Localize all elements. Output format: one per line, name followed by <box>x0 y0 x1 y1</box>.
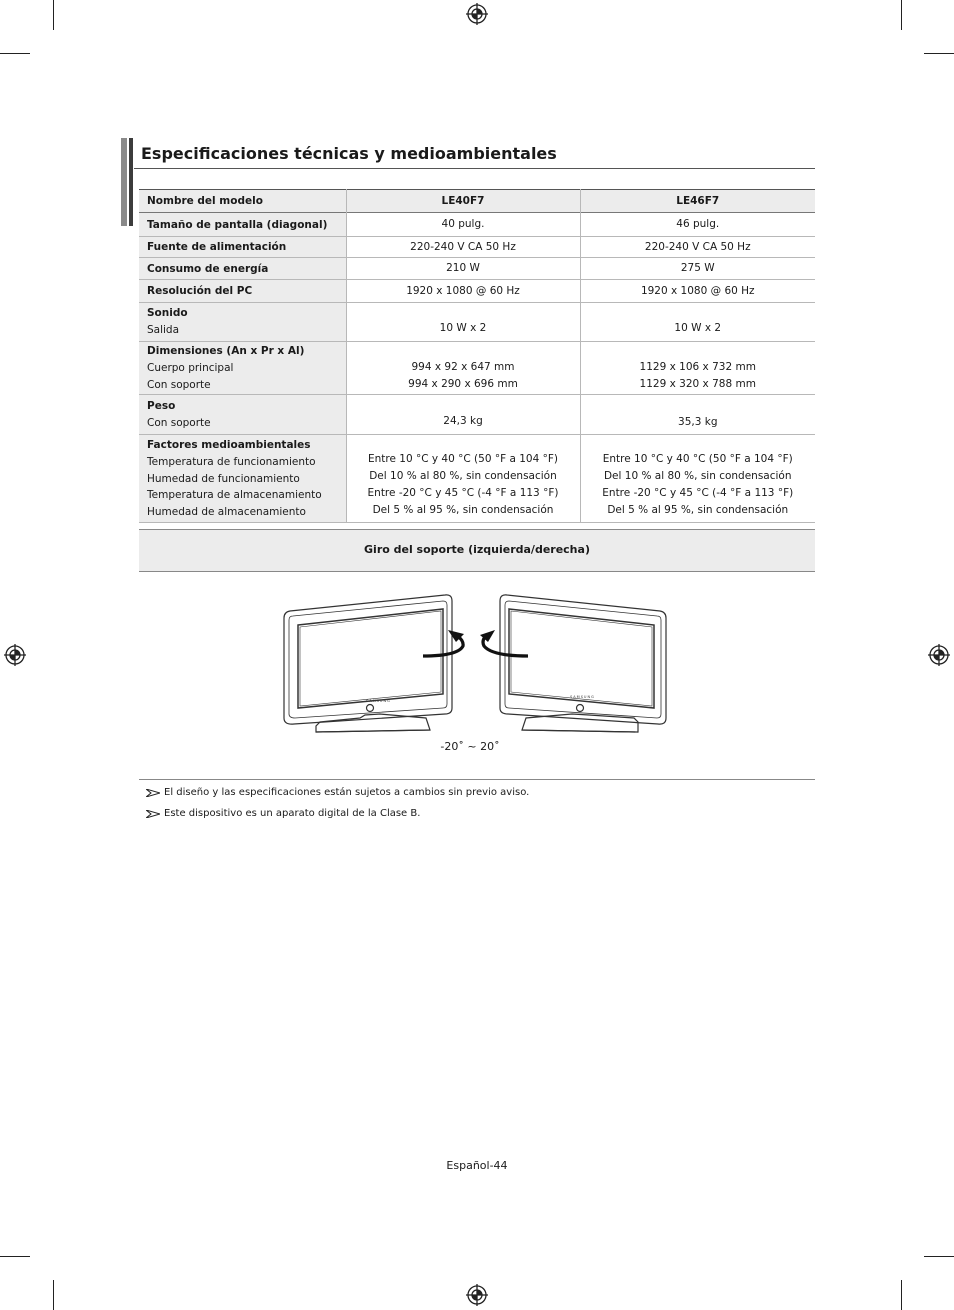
rotate-arrows-icon <box>423 630 528 656</box>
table-row <box>139 258 815 280</box>
notes-rule <box>139 779 815 780</box>
brand-mark-right: SAMSUNG <box>570 695 595 699</box>
environment-value-b-2: Del 10 % al 80 %, sin condensación <box>603 470 792 482</box>
row-value-a: 220-240 V CA 50 Hz <box>346 237 580 258</box>
sound-value-a: 10 W x 2 <box>346 303 580 342</box>
swivel-illustration <box>280 590 672 738</box>
swivel-section-title: Giro del soporte (izquierda/derecha) <box>139 529 815 572</box>
environment-value-a-2: Del 10 % al 80 %, sin condensación <box>369 470 557 482</box>
title-rule <box>134 168 815 169</box>
tv-left-illustration <box>284 595 452 732</box>
header-model-a: LE40F7 <box>346 190 580 213</box>
table-row <box>139 237 815 258</box>
registration-mark-bottom-icon <box>466 1284 488 1306</box>
dimensions-sub-2: Con soporte <box>147 378 211 391</box>
page-number: Español-44 <box>446 1159 508 1172</box>
crop-mark-bottom-right-h <box>924 1256 954 1257</box>
row-value-b: 275 W <box>580 258 815 280</box>
tv-right-illustration <box>500 595 666 732</box>
sound-sub: Salida <box>147 324 180 337</box>
note-item <box>146 787 529 798</box>
row-value-a: 40 pulg. <box>346 213 580 237</box>
registration-mark-top-icon <box>466 3 488 25</box>
sound-value-b: 10 W x 2 <box>580 303 815 342</box>
crop-mark-bottom-left-v <box>53 1280 54 1310</box>
table-row <box>139 213 815 237</box>
environment-value-b-4: Del 5 % al 95 %, sin condensación <box>607 504 789 516</box>
row-value-a: 1920 x 1080 @ 60 Hz <box>346 280 580 303</box>
row-label: Tamaño de pantalla (diagonal) <box>139 213 346 237</box>
registration-mark-left-icon <box>4 644 26 666</box>
header-model-b: LE46F7 <box>580 190 815 213</box>
table-row-dimensions <box>139 342 815 395</box>
environment-sub-2: Humedad de funcionamiento <box>147 472 300 485</box>
table-row-sound <box>139 303 815 342</box>
row-label: Fuente de alimentación <box>139 237 346 258</box>
swivel-angle-label: -20˚ ~ 20˚ <box>440 740 500 753</box>
environment-value-a-1: Entre 10 °C y 40 °C (50 °F a 104 °F) <box>367 453 559 465</box>
weight-value-a: 24,3 kg <box>346 395 580 435</box>
header-label: Nombre del modelo <box>139 190 346 213</box>
dimensions-value-a-1: 994 x 92 x 647 mm <box>411 361 515 373</box>
note-text: Este dispositivo es un aparato digital de la Clase B. <box>164 808 421 819</box>
registration-mark-right-icon <box>928 644 950 666</box>
note-arrow-icon <box>146 810 160 818</box>
row-label: Consumo de energía <box>139 258 346 280</box>
crop-mark-top-right-v <box>901 0 902 30</box>
row-value-a: 210 W <box>346 258 580 280</box>
environment-sub-4: Humedad de almacenamiento <box>147 505 306 518</box>
environment-sub-3: Temperatura de almacenamiento <box>147 489 322 501</box>
dimensions-value-b-1: 1129 x 106 x 732 mm <box>639 361 756 373</box>
table-header-row <box>139 190 815 213</box>
dimensions-sub-1: Cuerpo principal <box>147 362 234 374</box>
dimensions-value-b-2: 1129 x 320 x 788 mm <box>639 378 756 390</box>
dimensions-label: Dimensiones (An x Pr x Al) <box>147 345 305 357</box>
specs-table <box>139 189 815 523</box>
brand-mark-left: SAMSUNG <box>366 699 391 703</box>
row-value-b: 220-240 V CA 50 Hz <box>580 237 815 258</box>
page-title: Especificaciones técnicas y medioambientales <box>141 144 557 163</box>
row-value-b: 1920 x 1080 @ 60 Hz <box>580 280 815 303</box>
crop-mark-top-right-h <box>924 53 954 54</box>
note-text: El diseño y las especificaciones están sujetos a cambios sin previo aviso. <box>164 787 530 798</box>
environment-value-a-3: Entre -20 °C y 45 °C (-4 °F a 113 °F) <box>367 487 559 499</box>
environment-value-a-4: Del 5 % al 95 %, sin condensación <box>372 504 554 516</box>
row-label: Resolución del PC <box>139 280 346 303</box>
note-arrow-icon <box>146 789 160 797</box>
crop-mark-top-left-v <box>53 0 54 30</box>
environment-value-b-3: Entre -20 °C y 45 °C (-4 °F a 113 °F) <box>602 487 794 499</box>
dimensions-value-a-2: 994 x 290 x 696 mm <box>408 378 518 390</box>
crop-mark-top-left-h <box>0 53 30 54</box>
row-value-b: 46 pulg. <box>580 213 815 237</box>
environment-sub-1: Temperatura de funcionamiento <box>147 456 316 468</box>
weight-sub: Con soporte <box>147 416 211 429</box>
note-item <box>146 808 420 819</box>
crop-mark-bottom-right-v <box>901 1280 902 1310</box>
table-row-environment <box>139 435 815 523</box>
crop-mark-bottom-left-h <box>0 1256 30 1257</box>
weight-label: Peso <box>147 399 176 412</box>
table-row <box>139 280 815 303</box>
sound-label: Sonido <box>147 307 188 320</box>
table-row-weight <box>139 395 815 435</box>
environment-value-b-1: Entre 10 °C y 40 °C (50 °F a 104 °F) <box>602 453 793 465</box>
weight-value-b: 35,3 kg <box>580 395 815 435</box>
environment-label: Factores medioambientales <box>147 439 311 451</box>
